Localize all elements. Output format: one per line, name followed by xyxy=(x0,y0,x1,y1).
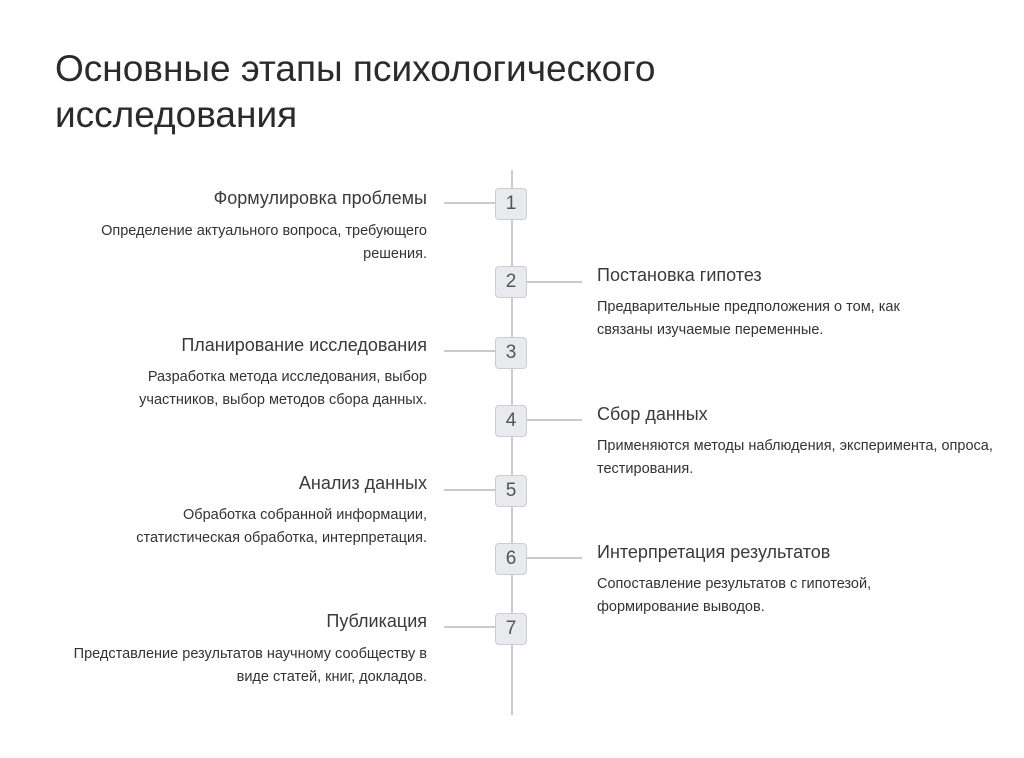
step-description: Представление результатов научному сообществу в виде статей, книг, докладов. xyxy=(73,646,427,685)
step-title: Постановка гипотез xyxy=(597,265,762,285)
step-number-badge: 5 xyxy=(495,475,527,507)
step-title: Анализ данных xyxy=(298,473,427,493)
step-description: Предварительные предположения о том, как связаны изучаемые переменные. xyxy=(597,299,900,338)
step-connector xyxy=(527,557,582,559)
step-number-badge: 4 xyxy=(495,405,527,437)
step-description: Разработка метода исследования, выбор участников, выбор методов сбора данных. xyxy=(139,369,427,408)
step-connector xyxy=(527,281,582,283)
step-title: Сбор данных xyxy=(597,404,708,424)
step-title: Интерпретация результатов xyxy=(597,542,831,562)
step-connector xyxy=(444,489,495,491)
step-title: Планирование исследования xyxy=(181,335,427,355)
step-connector xyxy=(444,350,495,352)
step-number-badge: 6 xyxy=(495,543,527,575)
step-description: Сопоставление результатов с гипотезой, формирование выводов. xyxy=(597,576,872,615)
step-connector xyxy=(527,419,582,421)
step-number-badge: 7 xyxy=(495,613,527,645)
page-title: Основные этапы психологического исследования xyxy=(55,48,656,135)
step-connector xyxy=(444,626,495,628)
step-description: Определение актуального вопроса, требующего решения. xyxy=(101,223,427,262)
step-connector xyxy=(444,202,495,204)
step-title: Публикация xyxy=(326,611,427,631)
step-description: Применяются методы наблюдения, эксперимента, опроса, тестирования. xyxy=(597,438,993,477)
step-number-badge: 2 xyxy=(495,266,527,298)
step-number-badge: 3 xyxy=(495,337,527,369)
step-title: Формулировка проблемы xyxy=(213,188,427,208)
step-description: Обработка собранной информации, статистическая обработка, интерпретация. xyxy=(136,507,427,546)
step-number-badge: 1 xyxy=(495,188,527,220)
